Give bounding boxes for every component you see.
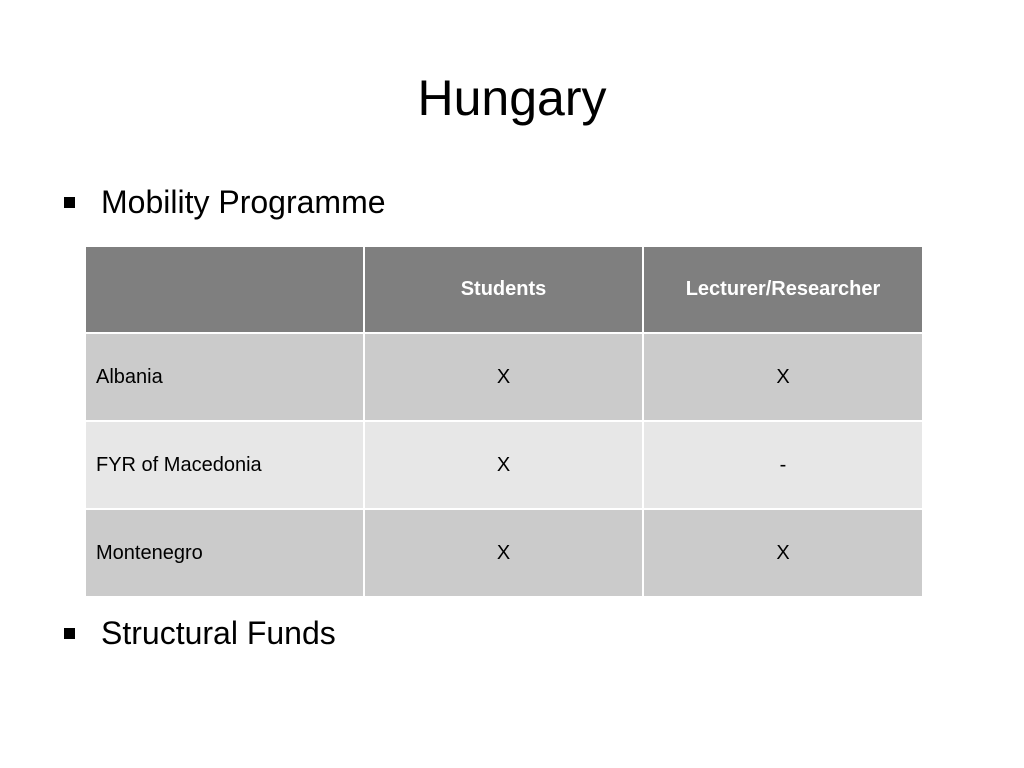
header-cell-students: Students — [365, 247, 642, 332]
lecturer-cell: X — [644, 510, 922, 596]
lecturer-cell: - — [644, 422, 922, 508]
square-bullet-icon — [64, 628, 75, 639]
bullet-structural-funds — [64, 613, 336, 653]
header-cell-empty — [86, 247, 363, 332]
table-row — [86, 422, 922, 508]
square-bullet-icon — [64, 197, 75, 208]
country-cell: Albania — [86, 334, 363, 420]
bullet-text: Structural Funds — [101, 615, 336, 651]
bullet-text: Mobility Programme — [101, 184, 386, 220]
lecturer-cell: X — [644, 334, 922, 420]
country-cell: FYR of Macedonia — [86, 422, 363, 508]
mobility-table — [84, 245, 924, 598]
slide-title: Hungary — [417, 70, 607, 126]
table-row — [86, 510, 922, 596]
table-header-row — [86, 247, 922, 332]
header-cell-lecturer: Lecturer/Researcher — [644, 247, 922, 332]
country-cell: Montenegro — [86, 510, 363, 596]
students-cell: X — [365, 334, 642, 420]
table-row — [86, 334, 922, 420]
students-cell: X — [365, 510, 642, 596]
students-cell: X — [365, 422, 642, 508]
bullet-mobility-programme — [64, 182, 386, 222]
